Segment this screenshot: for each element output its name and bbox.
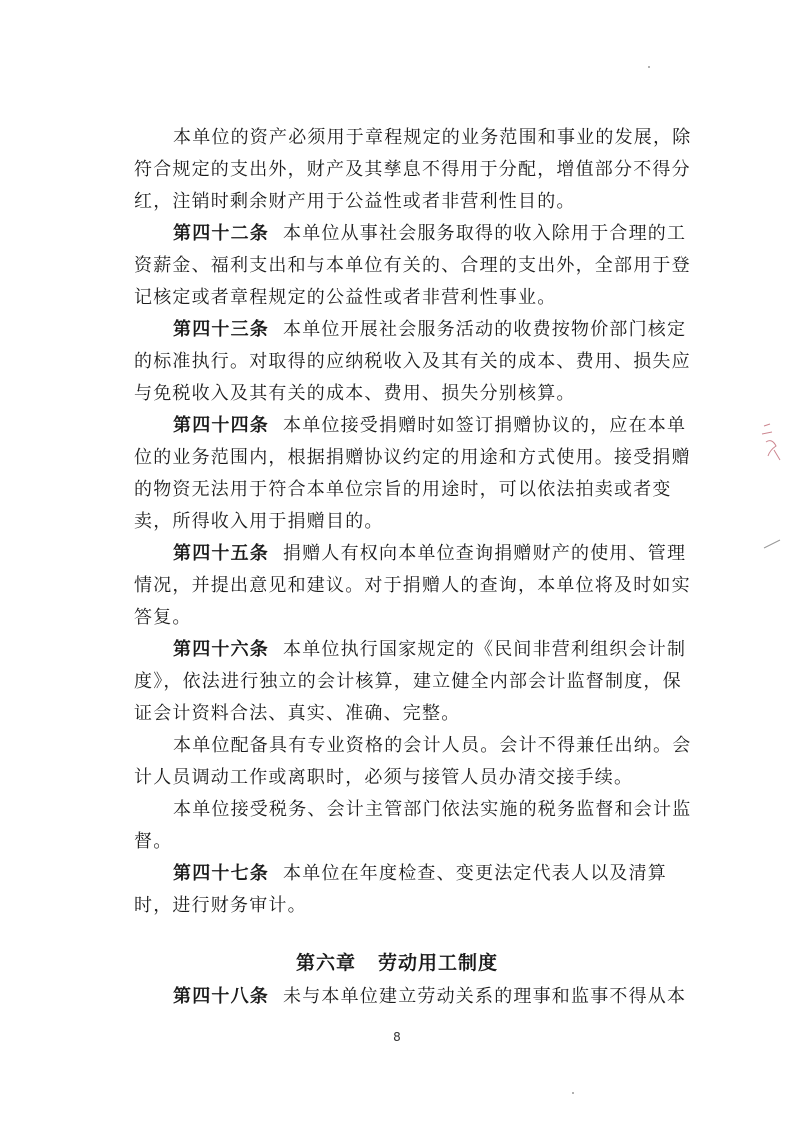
paragraph-line: 资薪金、福利支出和与本单位有关的、合理的支出外，全部用于登 [134,255,691,276]
paragraph [134,122,692,218]
scan-speck [648,66,650,68]
article-text: 本单位接受捐赠时如签订捐赠协议的，应在本单 [283,415,687,436]
chapter-number: 第六章 [295,952,356,974]
paragraph-line: 情况，并提出意见和建议。对于捐赠人的查询，本单位将及时如实 [134,575,691,596]
paragraph-line [134,410,687,442]
article-number: 第四十五条 [173,543,269,564]
paragraph-line: 与免税收入及其有关的成本、费用、损失分别核算。 [134,383,576,404]
paragraph-line: 本单位配备具有专业资格的会计人员。会计不得兼任出纳。会 [173,735,692,756]
paragraph-line: 本单位接受税务、会计主管部门依法实施的税务监督和会计监 [173,799,692,820]
paragraph-line: 督。 [134,831,173,852]
paragraph-line [134,538,687,570]
paragraph-line: 的标准执行。对取得的应纳税收入及其有关的成本、费用、损失应 [134,351,691,372]
paragraph-line [134,634,687,666]
article-text: 本单位开展社会服务活动的收费按物价部门核定 [283,319,687,340]
paragraph-line: 的物资无法用于符合本单位宗旨的用途时，可以依法拍卖或者变 [134,479,672,500]
article-number: 第四十七条 [173,863,269,884]
paragraph-line: 位的业务范围内，根据捐赠协议约定的用途和方式使用。接受捐赠 [134,447,691,468]
paragraph-line [134,858,667,890]
paragraph-line: 答复。 [134,607,192,628]
article-48 [173,982,686,1012]
article-44 [134,410,691,538]
paragraph-line: 度》，依法进行独立的会计核算，建立健全内部会计监督制度，保 [134,671,682,692]
article-45 [134,538,691,634]
paragraph-line: 时，进行财务审计。 [134,895,307,916]
paragraph-line: 卖，所得收入用于捐赠目的。 [134,511,384,532]
article-text: 本单位在年度检查、变更法定代表人以及清算 [283,863,667,884]
paragraph [134,730,692,794]
paragraph-line: 计人员调动工作或离职时，必须与接管人员办清交接手续。 [134,767,634,788]
article-42 [134,218,691,314]
article-number: 第四十八条 [173,986,269,1007]
document-body [134,122,692,922]
margin-tick-icon [762,538,782,552]
paragraph-line [134,218,687,250]
paragraph [134,794,692,858]
paragraph-line: 本单位的资产必须用于章程规定的业务范围和事业的发展，除 [173,127,692,148]
paragraph-line: 证会计资料合法、真实、准确、完整。 [134,703,461,724]
article-text: 本单位执行国家规定的《民间非营利组织会计制 [283,639,687,660]
article-number: 第四十三条 [173,319,269,340]
article-number: 第四十四条 [173,415,269,436]
scan-speck [572,1092,574,1094]
paragraph-line: 记核定或者章程规定的公益性或者非营利性事业。 [134,287,557,308]
margin-scribble-icon [758,420,786,464]
article-number: 第四十六条 [173,639,269,660]
article-text: 本单位从事社会服务取得的收入除用于合理的工 [283,223,687,244]
article-text: 捐赠人有权向本单位查询捐赠财产的使用、管理 [283,543,687,564]
chapter-title: 劳动用工制度 [378,952,499,974]
article-43 [134,314,691,410]
chapter-heading [0,948,794,978]
page-number: 8 [393,1030,401,1044]
paragraph-line: 红，注销时剩余财产用于公益性或者非营利性目的。 [134,191,576,212]
paragraph-line [134,314,687,346]
paragraph-line: 符合规定的支出外，财产及其孳息不得用于分配，增值部分不得分 [134,159,691,180]
article-text: 未与本单位建立劳动关系的理事和监事不得从本 [283,986,687,1007]
article-46 [134,634,687,730]
article-47 [134,858,667,922]
article-number: 第四十二条 [173,223,269,244]
